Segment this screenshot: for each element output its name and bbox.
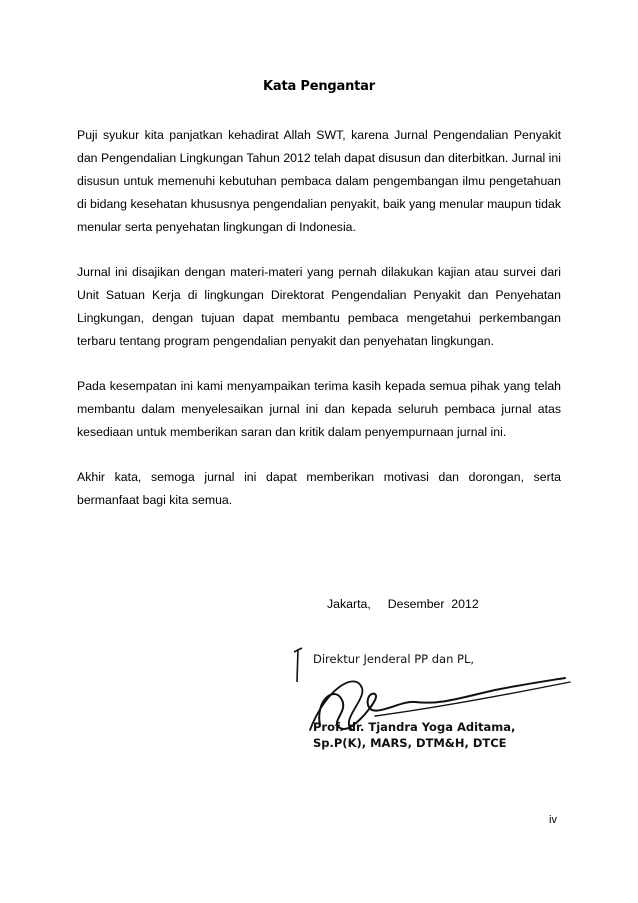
paragraph-3: Pada kesempatan ini kami menyampaikan terima kasih kepada semua pihak yang telah membantu dalam menyelesaikan jurnal ini dan kepada seluruh pembaca jurnal atas kesediaan untuk memberikan saran dan kritik dalam penyempurnaan jurnal ini.: [77, 379, 561, 439]
signatory-role: Direktur Jenderal PP dan PL,: [313, 652, 475, 666]
paragraph-1: Puji syukur kita panjatkan kehadirat Allah SWT, karena Jurnal Pengendalian Penyakit dan Pengendalian Lingkungan Tahun 2012 telah dapat disusun dan diterbitkan. Jurnal ini disusun untuk memenuhi kebutuhan pembaca dalam pengembangan ilmu pengetahuan di bidang kesehatan khususnya pengendalian penyakit, baik yang menular maupun tidak menular serta penyehatan lingkungan di Indonesia.: [77, 128, 561, 234]
body-text: [77, 124, 561, 534]
paragraph-4: Akhir kata, semoga jurnal ini dapat memberikan motivasi dan dorongan, serta bermanfaat bagi kita semua.: [77, 470, 561, 507]
page-number: iv: [549, 814, 557, 826]
place-date: [327, 597, 479, 611]
signature-block: [280, 630, 580, 780]
signatory-name: Prof. dr. Tjandra Yoga Aditama,: [313, 720, 516, 734]
place: Jakarta,: [327, 597, 371, 611]
signatory-credentials: Sp.P(K), MARS, DTM&H, DTCE: [313, 736, 507, 750]
page-title: Kata Pengantar: [263, 79, 375, 94]
date: Desember 2012: [387, 597, 479, 611]
paragraph-2: Jurnal ini disajikan dengan materi-materi yang pernah dilakukan kajian atau survei dari Unit Satuan Kerja di lingkungan Direktorat Pengendalian Penyakit dan Penyehatan Lingkungan, dengan tujuan dapat membantu pembaca mengetahui perkembangan terbaru tentang program pengendalian penyakit dan penyehatan lingkungan.: [77, 265, 561, 348]
